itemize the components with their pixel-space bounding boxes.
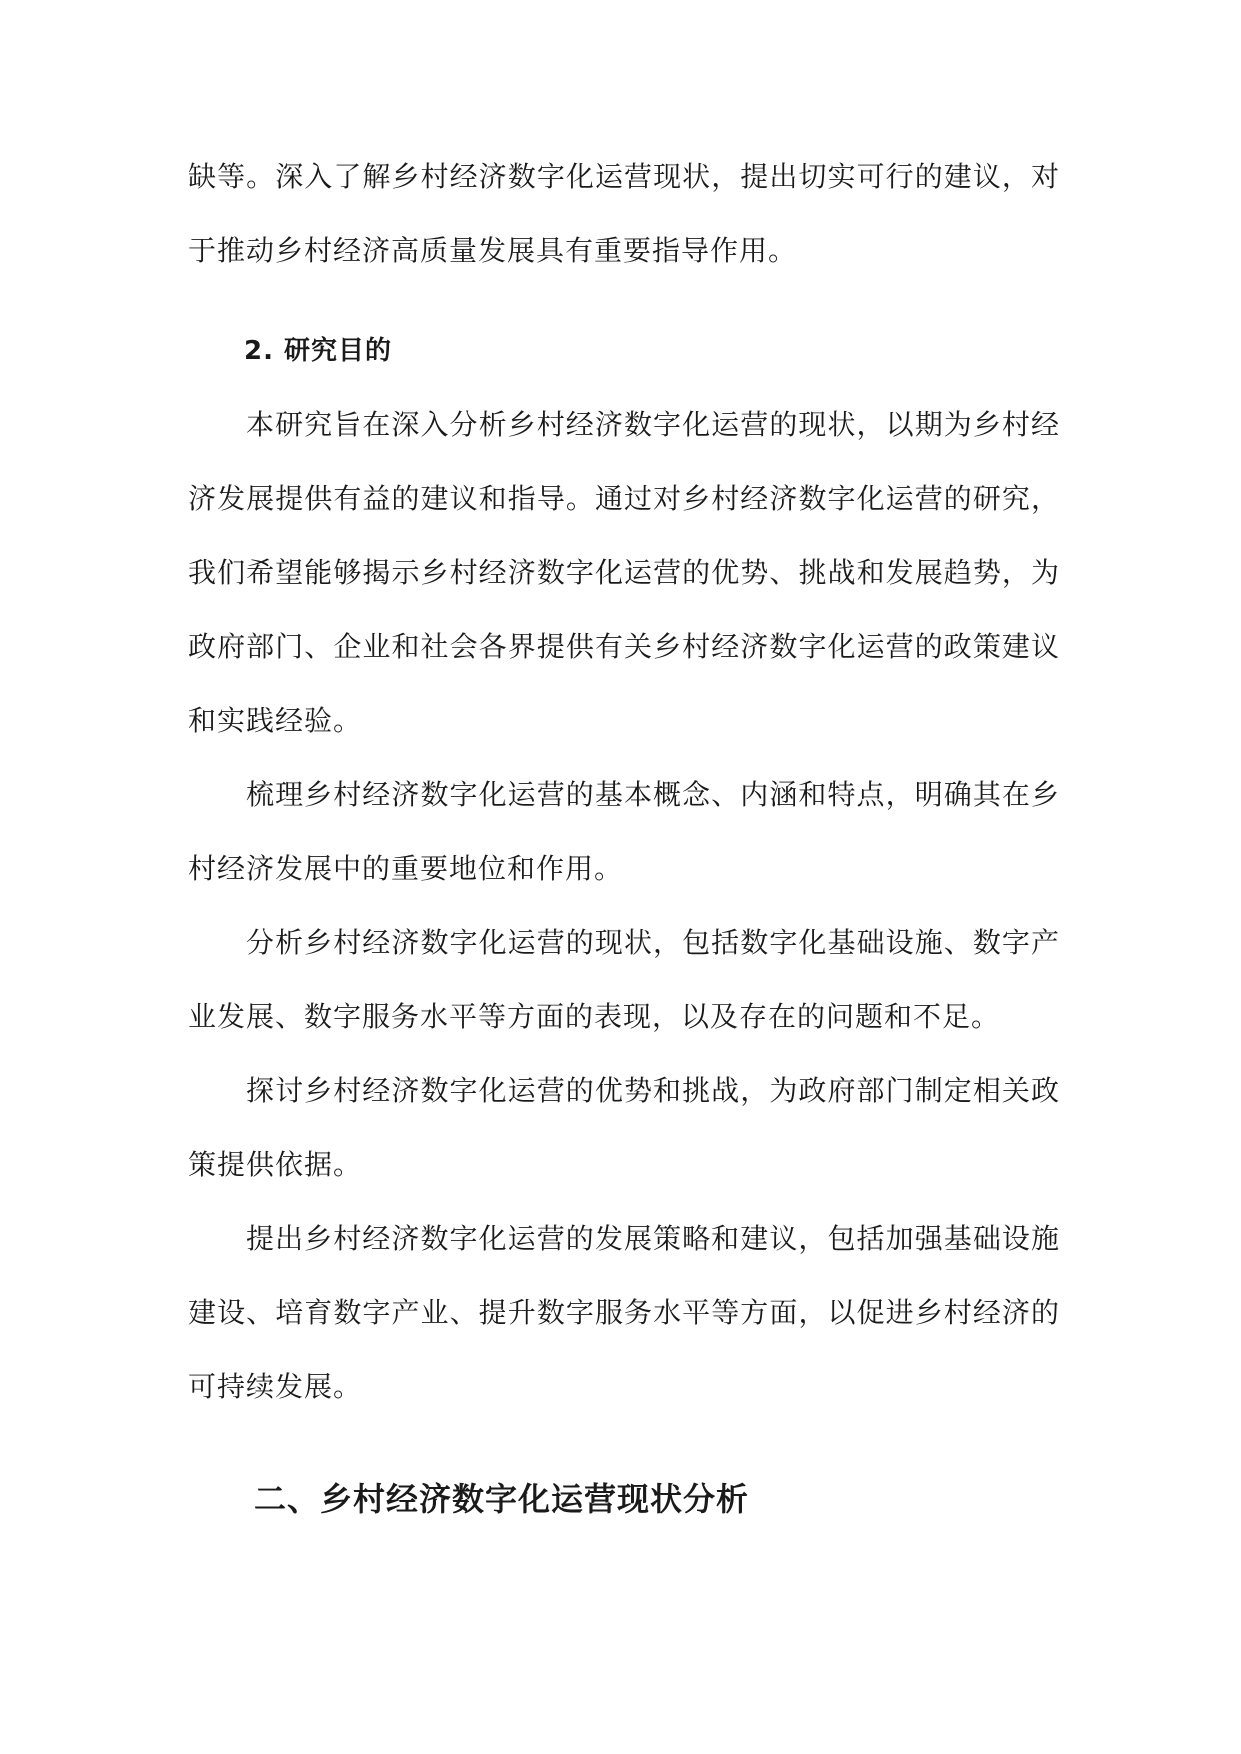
paragraph-status-analysis: 分析乡村经济数字化运营的现状，包括数字化基础设施、数字产业发展、数字服务水平等方面的表现，以及存在的问题和不足。 xyxy=(188,926,1060,1033)
paragraph-advantages-challenges: 探讨乡村经济数字化运营的优势和挑战，为政府部门制定相关政策提供依据。 xyxy=(188,1074,1060,1181)
document-body xyxy=(188,140,1060,1536)
section-heading: 二、乡村经济数字化运营现状分析 xyxy=(254,1480,750,1518)
paragraph-purpose-intro: 本研究旨在深入分析乡村经济数字化运营的现状，以期为乡村经济发展提供有益的建议和指导。通过对乡村经济数字化运营的研究，我们希望能够揭示乡村经济数字化运营的优势、挑战和发展趋势，为政府部门、企业和社会各界提供有关乡村经济数字化运营的政策建议和实践经验。 xyxy=(188,408,1060,737)
subheading-research-purpose: 2. 研究目的 xyxy=(244,336,393,366)
paragraph-strategies: 提出乡村经济数字化运营的发展策略和建议，包括加强基础设施建设、培育数字产业、提升数字服务水平等方面，以促进乡村经济的可持续发展。 xyxy=(188,1222,1060,1403)
paragraph-concepts: 梳理乡村经济数字化运营的基本概念、内涵和特点，明确其在乡村经济发展中的重要地位和作用。 xyxy=(188,778,1060,885)
continued-paragraph: 缺等。深入了解乡村经济数字化运营现状，提出切实可行的建议，对于推动乡村经济高质量发展具有重要指导作用。 xyxy=(188,160,1060,267)
